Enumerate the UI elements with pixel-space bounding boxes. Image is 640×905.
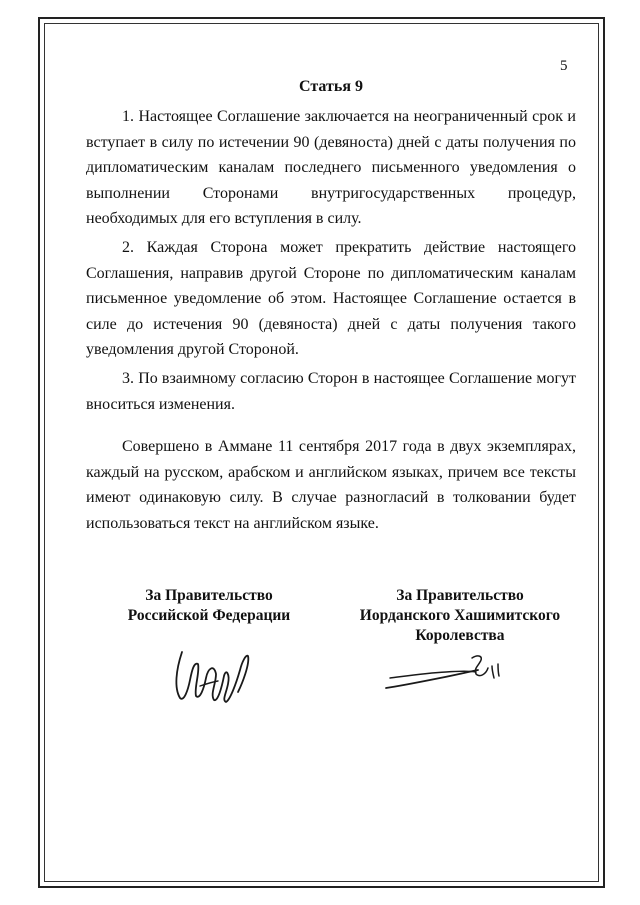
closing-paragraph: Совершено в Аммане 11 сентября 2017 года в двух экземплярах, каждый на русском, арабском и английском языках, причем все тексты имеют одинаковую силу. В случае разногласий в толковании будет использоваться текст на английском языке.	[86, 438, 576, 532]
signatory-russia	[104, 586, 314, 626]
article-paragraph-1: 1. Настоящее Соглашение заключается на неограниченный срок и вступает в силу по истечении 90 (девяноста) дней с даты получения по дипломатическим каналам последнего письменного уведомления о выполнении Сторонами внутригосударственных процедур, необходимых для его вступления в силу.	[86, 108, 576, 228]
page-number: 5	[560, 58, 568, 74]
signatory-jordan	[350, 586, 570, 646]
article-paragraph-2: 2. Каждая Сторона может прекратить действие настоящего Соглашения, направив другой Стороне по дипломатическим каналам письменное уведомление об этом. Настоящее Соглашение остается в силе до истечения 90 (девяноста) дней с даты получения такого уведомления другой Стороной.	[86, 238, 576, 359]
signatory-russia-line-1: За Правительство	[145, 587, 273, 604]
article-body	[86, 104, 576, 540]
signatory-jordan-line-2: Иорданского Хашимитского	[359, 607, 561, 624]
signature-russia	[170, 640, 260, 710]
signatory-jordan-line-1: За Правительство	[396, 587, 524, 604]
article-title: Статья 9	[299, 78, 363, 95]
article-paragraph-3: 3. По взаимному согласию Сторон в настоящее Соглашение могут вноситься изменения.	[86, 369, 576, 413]
signatory-jordan-line-3: Королевства	[415, 627, 505, 644]
signature-jordan	[380, 648, 510, 698]
signatory-russia-line-2: Российской Федерации	[127, 607, 291, 624]
